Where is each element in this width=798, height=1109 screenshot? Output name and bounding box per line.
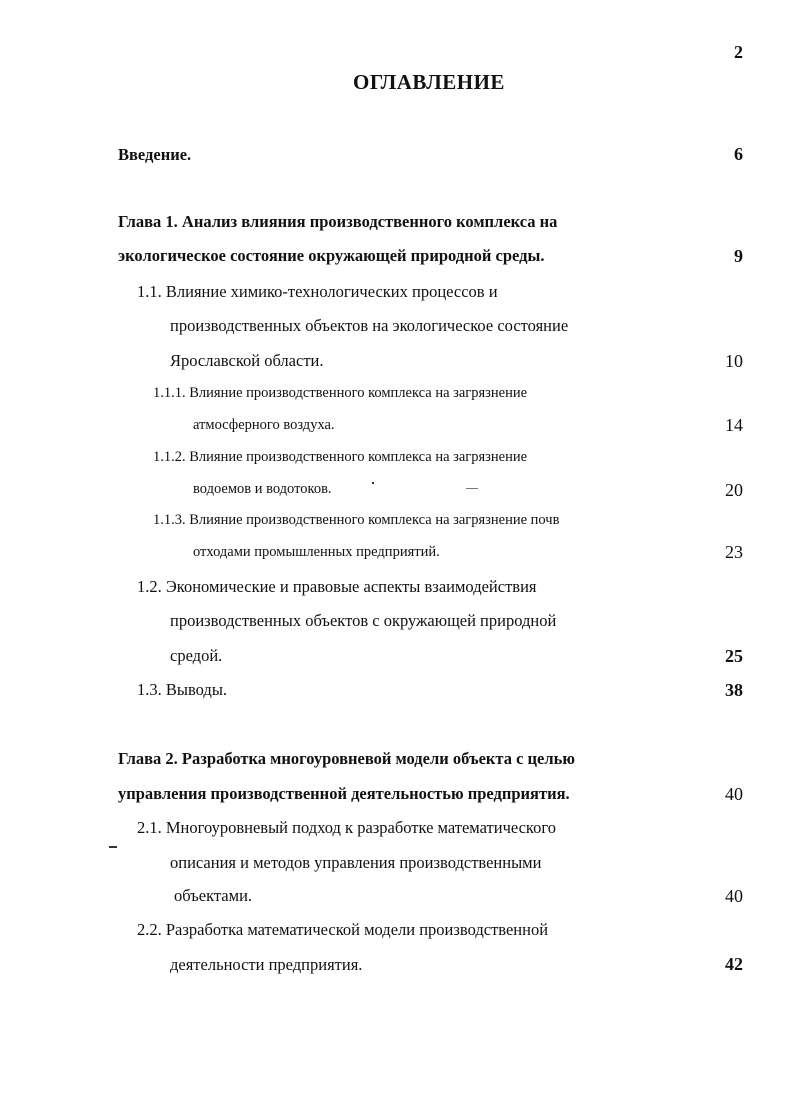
toc-section-1-2-line2: производственных объектов с окружающей природной	[170, 611, 557, 630]
toc-section-1-1-1-page: 14	[725, 415, 743, 435]
toc-intro-page: 6	[734, 144, 743, 164]
toc-section-2-1-line3: объектами.	[174, 886, 253, 905]
toc-section-1-1-3-line2: отходами промышленных предприятий.	[193, 544, 440, 560]
toc-section-1-2-line3: средой.	[170, 646, 223, 665]
toc-section-1-2-line1: 1.2. Экономические и правовые аспекты взаимодействия	[137, 577, 537, 596]
toc-section-1-1-line3: Ярославской области.	[170, 351, 324, 370]
toc-chapter2-title-line2: управления производственной деятельностью предприятия.	[118, 784, 570, 803]
toc-section-1-1-2-line1: 1.1.2. Влияние производственного комплекса на загрязнение	[153, 449, 528, 465]
toc-section-1-1-2-page: 20	[725, 480, 743, 500]
page-number: 2	[734, 42, 743, 62]
toc-intro-title: Введение.	[118, 145, 192, 164]
toc-section-1-1-3-line1: 1.1.3. Влияние производственного комплекса на загрязнение почв	[153, 512, 560, 528]
toc-section-1-1-page: 10	[725, 351, 743, 371]
toc-section-2-2-line1: 2.2. Разработка математической модели производственной	[137, 920, 549, 939]
toc-section-1-1-line1: 1.1. Влияние химико-технологических процессов и	[137, 282, 498, 301]
toc-chapter2-title-line1: Глава 2. Разработка многоуровневой модели объекта с целью	[118, 749, 575, 768]
toc-section-2-1-page: 40	[725, 886, 743, 906]
scan-speck	[466, 488, 478, 489]
toc-section-1-1-2-line2: водоемов и водотоков.	[193, 481, 332, 497]
scan-speck	[372, 482, 374, 484]
toc-section-1-1-3-page: 23	[725, 542, 743, 562]
toc-section-2-2-page: 42	[725, 954, 743, 974]
toc-section-1-1-1-line1: 1.1.1. Влияние производственного комплекса на загрязнение	[153, 385, 528, 401]
scan-speck	[109, 846, 117, 848]
toc-section-1-3-title: 1.3. Выводы.	[137, 680, 228, 699]
toc-chapter1-title-line2: экологическое состояние окружающей природной среды.	[118, 246, 545, 265]
page-title: ОГЛАВЛЕНИЕ	[353, 70, 505, 94]
toc-section-1-1-1-line2: атмосферного воздуха.	[193, 417, 335, 433]
toc-chapter2-page: 40	[725, 784, 743, 804]
toc-section-1-3-page: 38	[725, 680, 743, 700]
toc-section-1-1-line2: производственных объектов на экологическое состояние	[170, 316, 569, 335]
toc-section-2-1-line1: 2.1. Многоуровневый подход к разработке математического	[137, 818, 556, 837]
toc-chapter1-page: 9	[734, 246, 743, 266]
toc-section-1-2-page: 25	[725, 646, 743, 666]
toc-section-2-1-line2: описания и методов управления производственными	[170, 853, 542, 872]
toc-section-2-2-line2: деятельности предприятия.	[170, 955, 363, 974]
toc-chapter1-title-line1: Глава 1. Анализ влияния производственного комплекса на	[118, 212, 558, 231]
